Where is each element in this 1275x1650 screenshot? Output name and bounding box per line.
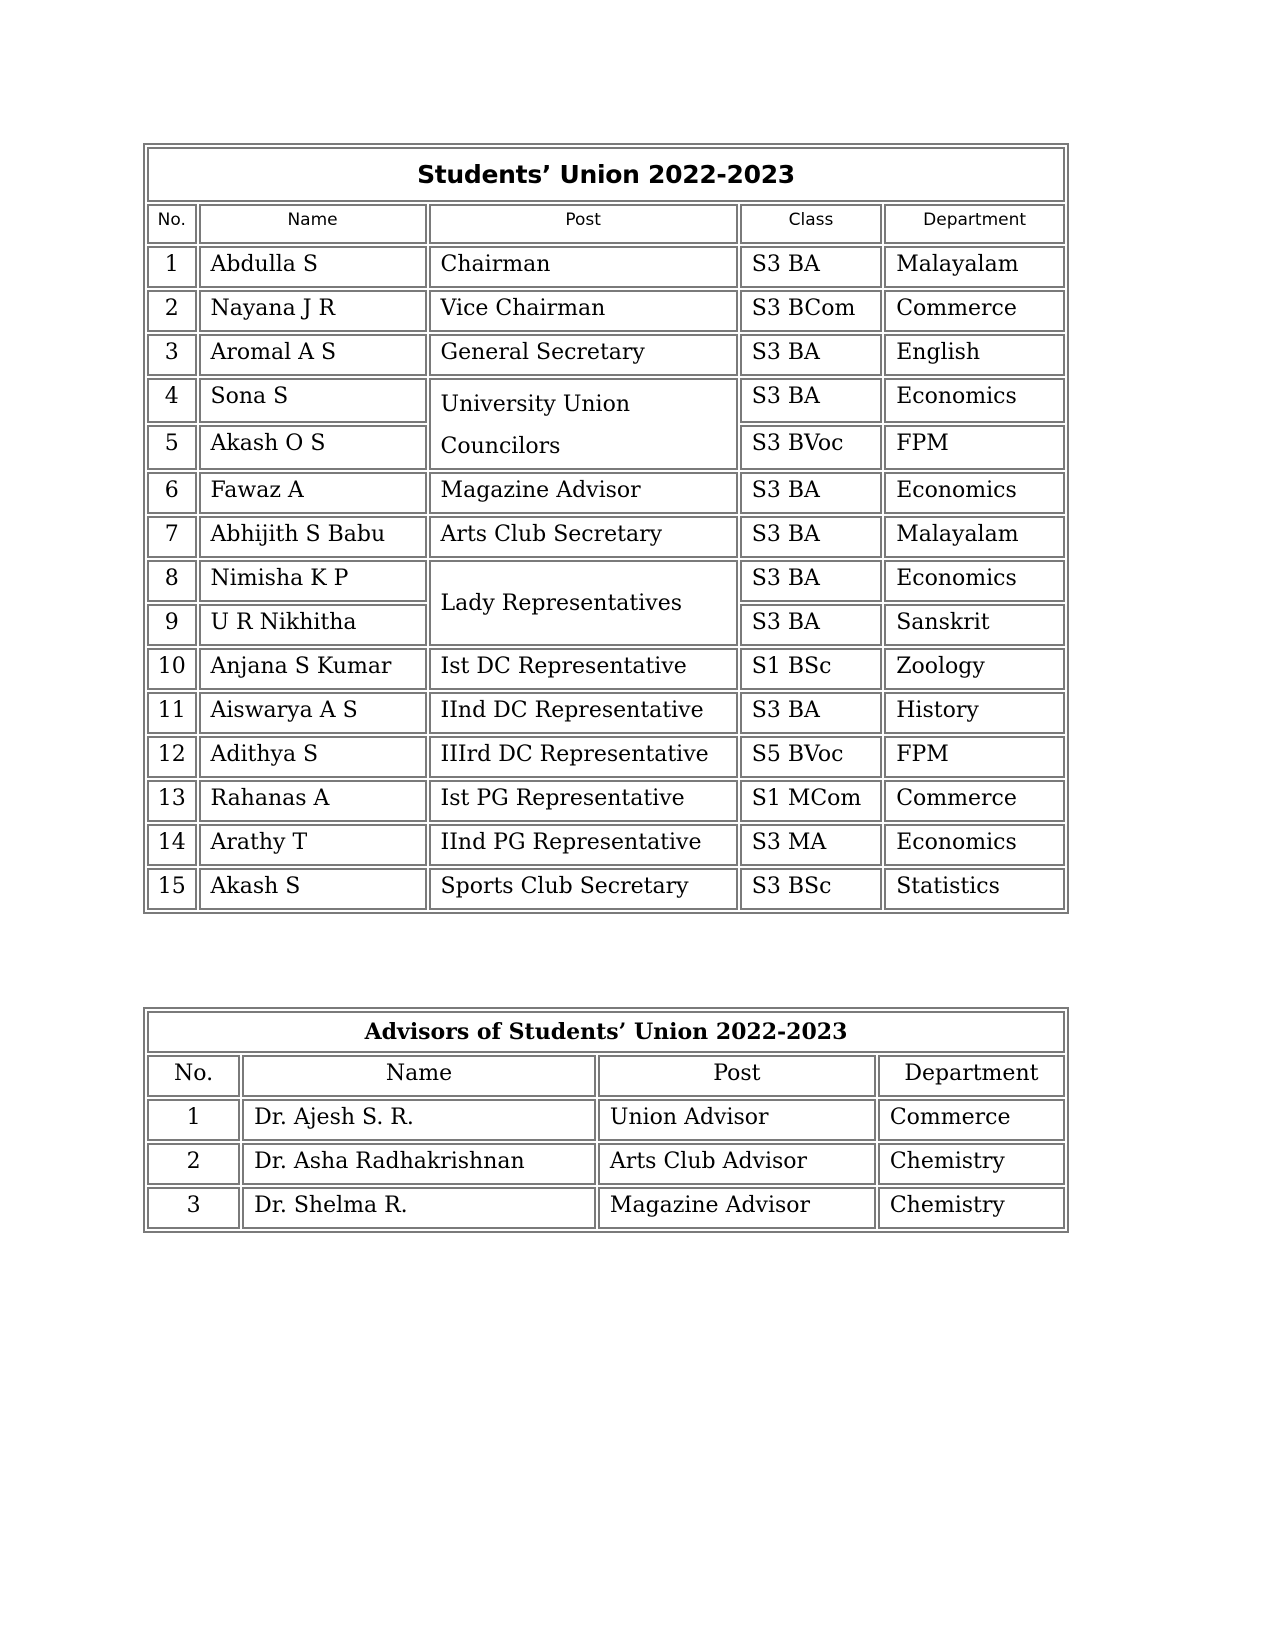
member-name: Arathy T (199, 824, 427, 866)
col-header-no: No. (147, 204, 197, 244)
member-department: History (884, 692, 1065, 734)
advisor-post: Magazine Advisor (598, 1187, 876, 1229)
member-name: Aromal A S (199, 334, 427, 376)
member-department: FPM (884, 736, 1065, 778)
col-header-no: No. (147, 1055, 240, 1097)
member-name: Aiswarya A S (199, 692, 427, 734)
table-row (147, 290, 1065, 332)
table-row (147, 1143, 1065, 1185)
advisor-name: Dr. Asha Radhakrishnan (242, 1143, 596, 1185)
advisor-department: Chemistry (878, 1143, 1065, 1185)
member-class: S3 BA (740, 516, 882, 558)
table-row (147, 516, 1065, 558)
member-class: S3 BA (740, 472, 882, 514)
member-department: Malayalam (884, 516, 1065, 558)
member-class: S3 MA (740, 824, 882, 866)
col-header-class: Class (740, 204, 882, 244)
member-department: FPM (884, 425, 1065, 470)
member-class: S3 BCom (740, 290, 882, 332)
member-post: Sports Club Secretary (429, 868, 738, 910)
table-title: Advisors of Students’ Union 2022-2023 (147, 1011, 1065, 1053)
row-number: 15 (147, 868, 197, 910)
table-row (147, 648, 1065, 690)
advisors-table (143, 1007, 1069, 1233)
col-header-post: Post (429, 204, 738, 244)
row-number: 6 (147, 472, 197, 514)
member-post: General Secretary (429, 334, 738, 376)
table-title: Students’ Union 2022-2023 (147, 147, 1065, 202)
member-post: Ist DC Representative (429, 648, 738, 690)
table-row (147, 1099, 1065, 1141)
member-post: Arts Club Secretary (429, 516, 738, 558)
table-row (147, 692, 1065, 734)
row-number: 5 (147, 425, 197, 470)
member-post-merged: Lady Representatives (429, 560, 738, 646)
table-row (147, 334, 1065, 376)
member-department: Commerce (884, 780, 1065, 822)
member-department: Sanskrit (884, 604, 1065, 646)
table-row (147, 560, 1065, 602)
advisor-department: Commerce (878, 1099, 1065, 1141)
row-number: 2 (147, 1143, 240, 1185)
table-row (147, 780, 1065, 822)
member-name: Abdulla S (199, 246, 427, 288)
member-post: IInd DC Representative (429, 692, 738, 734)
table-row (147, 824, 1065, 866)
row-number: 12 (147, 736, 197, 778)
member-name: Nayana J R (199, 290, 427, 332)
member-class: S3 BA (740, 334, 882, 376)
students-union-table (143, 143, 1069, 914)
member-department: English (884, 334, 1065, 376)
member-class: S1 MCom (740, 780, 882, 822)
table-row (147, 246, 1065, 288)
col-header-name: Name (199, 204, 427, 244)
member-class: S3 BA (740, 560, 882, 602)
member-class: S3 BA (740, 378, 882, 423)
member-name: Fawaz A (199, 472, 427, 514)
member-department: Malayalam (884, 246, 1065, 288)
member-class: S5 BVoc (740, 736, 882, 778)
col-header-name: Name (242, 1055, 596, 1097)
member-name: Abhijith S Babu (199, 516, 427, 558)
row-number: 4 (147, 378, 197, 423)
row-number: 13 (147, 780, 197, 822)
member-post: Magazine Advisor (429, 472, 738, 514)
table-row (147, 472, 1065, 514)
member-department: Economics (884, 378, 1065, 423)
member-class: S3 BA (740, 246, 882, 288)
member-name: Akash O S (199, 425, 427, 470)
advisor-name: Dr. Ajesh S. R. (242, 1099, 596, 1141)
member-name: Sona S (199, 378, 427, 423)
table-row (147, 1187, 1065, 1229)
member-department: Economics (884, 472, 1065, 514)
member-department: Zoology (884, 648, 1065, 690)
member-post: Ist PG Representative (429, 780, 738, 822)
member-class: S3 BA (740, 692, 882, 734)
member-name: Adithya S (199, 736, 427, 778)
member-post: IIIrd DC Representative (429, 736, 738, 778)
row-number: 1 (147, 246, 197, 288)
advisor-post: Arts Club Advisor (598, 1143, 876, 1185)
member-class: S3 BVoc (740, 425, 882, 470)
member-name: Nimisha K P (199, 560, 427, 602)
row-number: 7 (147, 516, 197, 558)
row-number: 14 (147, 824, 197, 866)
row-number: 1 (147, 1099, 240, 1141)
table-row (147, 736, 1065, 778)
member-post: IInd PG Representative (429, 824, 738, 866)
row-number: 11 (147, 692, 197, 734)
member-name: Akash S (199, 868, 427, 910)
table-row (147, 868, 1065, 910)
header-row (147, 1055, 1065, 1097)
member-department: Economics (884, 824, 1065, 866)
row-number: 2 (147, 290, 197, 332)
member-department: Statistics (884, 868, 1065, 910)
row-number: 10 (147, 648, 197, 690)
member-post: Chairman (429, 246, 738, 288)
row-number: 3 (147, 334, 197, 376)
member-name: U R Nikhitha (199, 604, 427, 646)
row-number: 8 (147, 560, 197, 602)
header-row (147, 204, 1065, 244)
table-row (147, 378, 1065, 423)
member-post-merged: University Union Councilors (429, 378, 738, 470)
member-name: Anjana S Kumar (199, 648, 427, 690)
row-number: 3 (147, 1187, 240, 1229)
col-header-post: Post (598, 1055, 876, 1097)
advisor-department: Chemistry (878, 1187, 1065, 1229)
col-header-department: Department (884, 204, 1065, 244)
member-class: S1 BSc (740, 648, 882, 690)
member-post: Vice Chairman (429, 290, 738, 332)
advisor-name: Dr. Shelma R. (242, 1187, 596, 1229)
row-number: 9 (147, 604, 197, 646)
member-department: Commerce (884, 290, 1065, 332)
member-name: Rahanas A (199, 780, 427, 822)
member-class: S3 BSc (740, 868, 882, 910)
member-department: Economics (884, 560, 1065, 602)
advisor-post: Union Advisor (598, 1099, 876, 1141)
member-class: S3 BA (740, 604, 882, 646)
col-header-department: Department (878, 1055, 1065, 1097)
